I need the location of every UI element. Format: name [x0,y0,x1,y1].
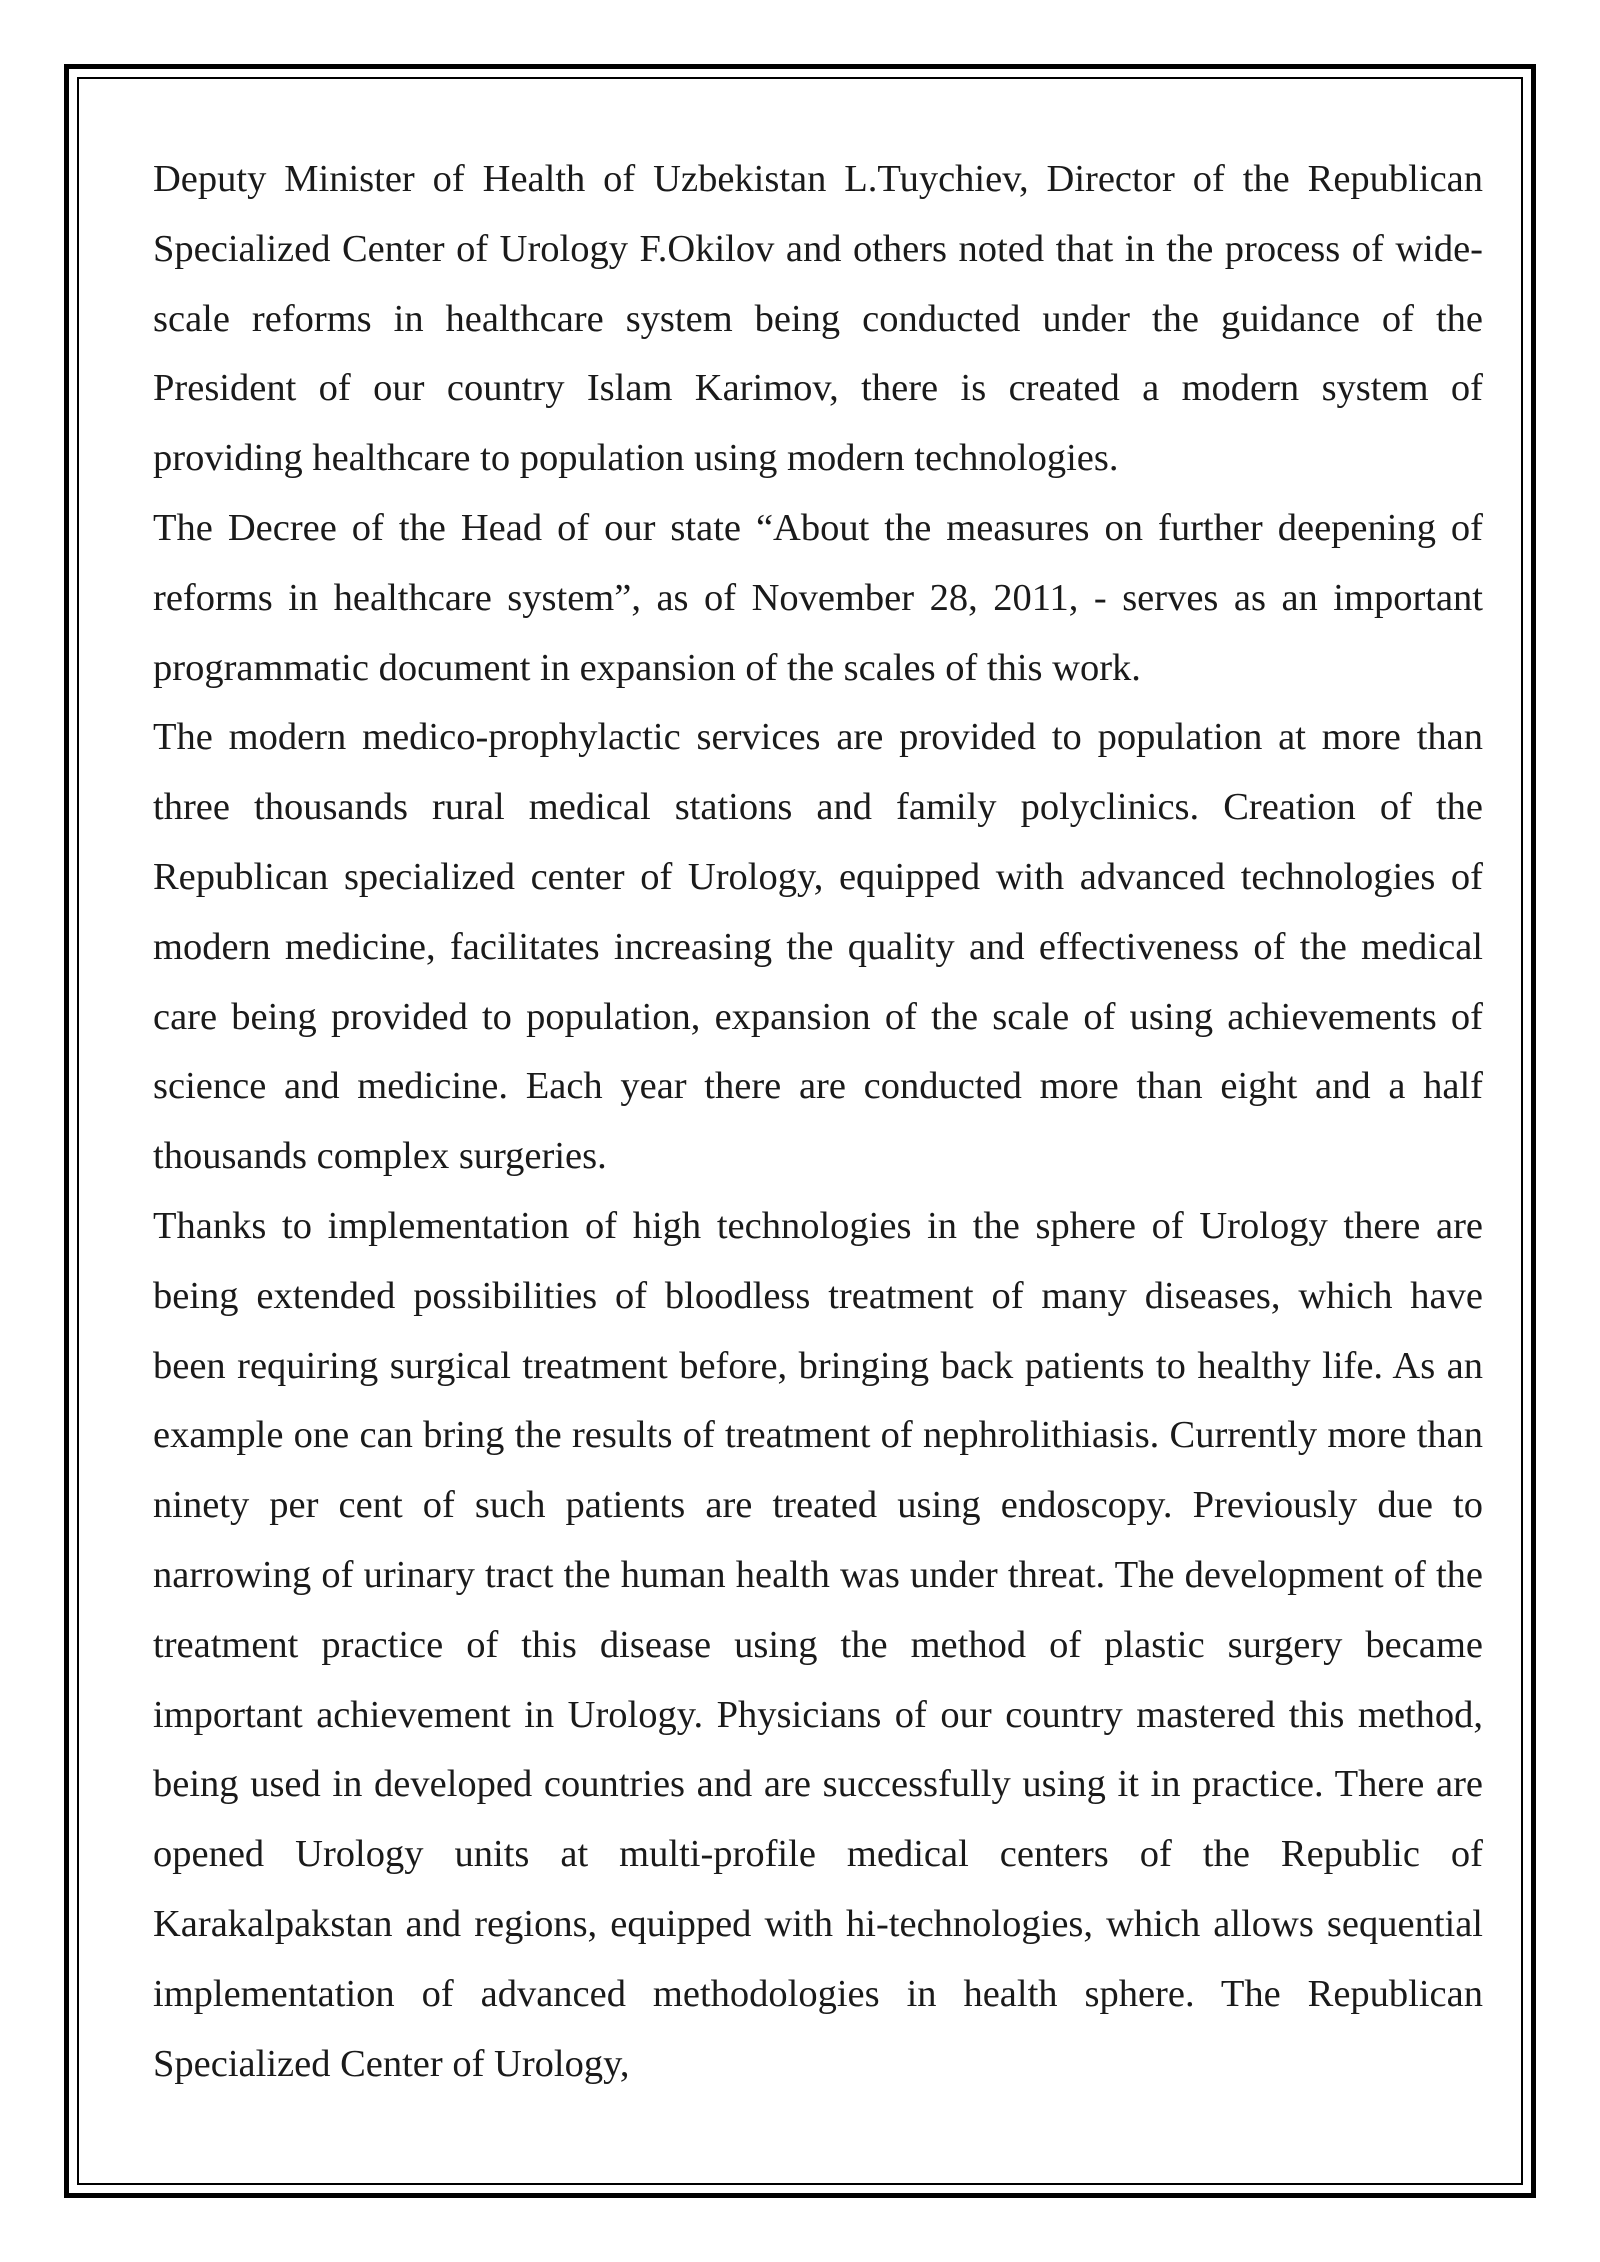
paragraph: Thanks to implementation of high technologies in the sphere of Urology there are being extended possibilities of bloodless treatment of many diseases, which have been requiring surgical treatment before, bringing back patients to healthy life. As an example one can bring the results of treatment of nephrolithiasis. Currently more than ninety per cent of such patients are treated using endoscopy. Previously due to narrowing of urinary tract the human health was under threat. The development of the treatment practice of this disease using the method of plastic surgery became important achievement in Urology. Physicians of our country mastered this method, being used in developed countries and are successfully using it in practice. There are opened Urology units at multi-profile medical centers of the Republic of Karakalpakstan and regions, equipped with hi-technologies, which allows sequential implementation of advanced methodologies in health sphere. The Republican Specialized Center of Urology, [153,1204,1483,2085]
paragraph: Deputy Minister of Health of Uzbekistan L.Tuychiev, Director of the Republican Specialized Center of Urology F.Okilov and others noted that in the process of wide-scale reforms in healthcare system being conducted under the guidance of the President of our country Islam Karimov, there is created a modern system of providing healthcare to population using modern technologies. [153,158,1483,480]
paragraph: The Decree of the Head of our state “About the measures on further deepening of reforms in healthcare system”, as of November 28, 2011, - serves as an important programmatic document in expansion of the scales of this work. [153,506,1483,689]
document-body [153,145,1483,2099]
paragraph: The modern medico-prophylactic services are provided to population at more than three thousands rural medical stations and family polyclinics. Creation of the Republican specialized center of Urology, equipped with advanced technologies of modern medicine, facilitates increasing the quality and effectiveness of the medical care being provided to population, expansion of the scale of using achievements of science and medicine. Each year there are conducted more than eight and a half thousands complex surgeries. [153,716,1483,1178]
